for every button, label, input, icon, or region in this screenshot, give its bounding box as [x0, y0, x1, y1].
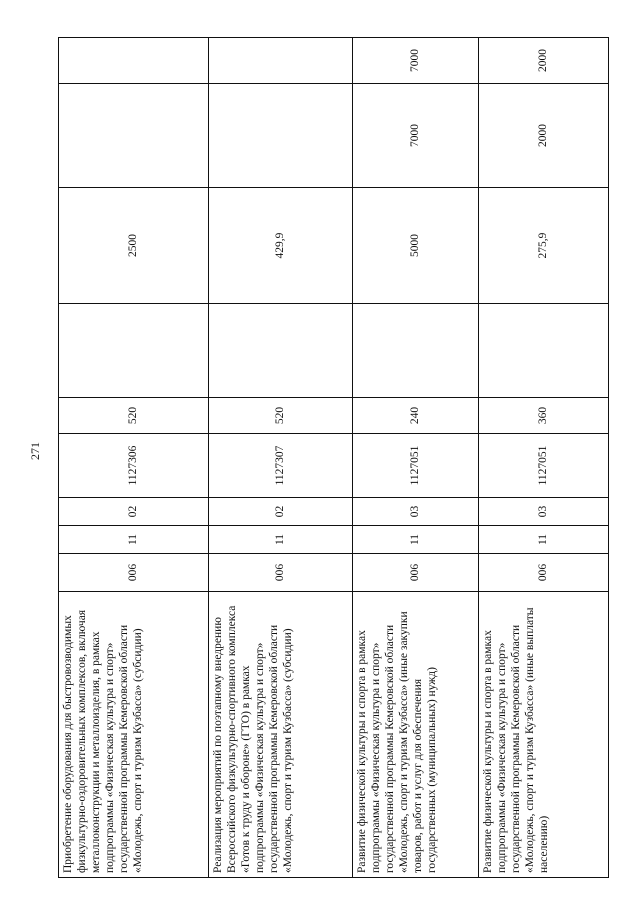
section-cell: 11: [59, 526, 209, 554]
table-row: [59, 38, 209, 878]
section-cell: 11: [353, 526, 479, 554]
amount-cell-3: [59, 38, 209, 84]
ministry-code-cell: 006: [59, 554, 209, 592]
amount-cell-1: 275,9: [479, 188, 609, 304]
subsection-cell: 03: [479, 498, 609, 526]
empty-cell: [209, 304, 353, 398]
ministry-code-cell: 006: [353, 554, 479, 592]
target-article-cell: 1127051: [353, 434, 479, 498]
amount-cell-3: [209, 38, 353, 84]
target-article-cell: 1127307: [209, 434, 353, 498]
section-cell: 11: [479, 526, 609, 554]
subsection-cell: 02: [59, 498, 209, 526]
amount-cell-1: 429,9: [209, 188, 353, 304]
expense-type-cell: 520: [209, 398, 353, 434]
table-row: [209, 38, 353, 878]
page-number: 271: [28, 442, 42, 460]
section-cell: 11: [209, 526, 353, 554]
ministry-code-cell: 006: [209, 554, 353, 592]
subsection-cell: 03: [353, 498, 479, 526]
target-article-cell: 1127051: [479, 434, 609, 498]
amount-cell-2: 7000: [353, 84, 479, 188]
row-name-cell: Развитие физической культуры и спорта в рамках подпрограммы «Физическая культура и спорт» государственной программы Кемеровской области «Молодежь, спорт и туризм Кузбасса» (иные выплаты населению): [479, 592, 609, 878]
row-name-cell: Развитие физической культуры и спорта в рамках подпрограммы «Физическая культура и спорт» государственной программы Кемеровской области «Молодежь, спорт и туризм Кузбасса» (иные закупки товаров, работ и услуг для обеспечения государственных (муниципальных) нужд): [353, 592, 479, 878]
expense-type-cell: 240: [353, 398, 479, 434]
ministry-code-cell: 006: [479, 554, 609, 592]
table-row: [353, 38, 479, 878]
amount-cell-1: 5000: [353, 188, 479, 304]
amount-cell-3: 2000: [479, 38, 609, 84]
empty-cell: [353, 304, 479, 398]
empty-cell: [479, 304, 609, 398]
amount-cell-2: 2000: [479, 84, 609, 188]
budget-table: [58, 37, 609, 878]
expense-type-cell: 520: [59, 398, 209, 434]
target-article-cell: 1127306: [59, 434, 209, 498]
amount-cell-3: 7000: [353, 38, 479, 84]
subsection-cell: 02: [209, 498, 353, 526]
empty-cell: [59, 304, 209, 398]
row-name-cell: Приобретение оборудования для быстровозводимых физкультурно-оздоровительных комплексов, включая металлоконструкции и металлоизделия, в рамках подпрограммы «Физическая культура и спорт» государственной программы Кемеровской области «Молодежь, спорт и туризм Кузбасса» (субсидии): [59, 592, 209, 878]
amount-cell-2: [209, 84, 353, 188]
amount-cell-1: 2500: [59, 188, 209, 304]
row-name-cell: Реализация мероприятий по поэтапному внедрению Всероссийского физкультурно-спортивного комплекса «Готов к труду и обороне» (ГТО) в рамках подпрограммы «Физическая культура и спорт» государственной программы Кемеровской области «Молодежь, спорт и туризм Кузбасса» (субсидии): [209, 592, 353, 878]
expense-type-cell: 360: [479, 398, 609, 434]
budget-table-container: [58, 38, 608, 878]
table-row: [479, 38, 609, 878]
amount-cell-2: [59, 84, 209, 188]
